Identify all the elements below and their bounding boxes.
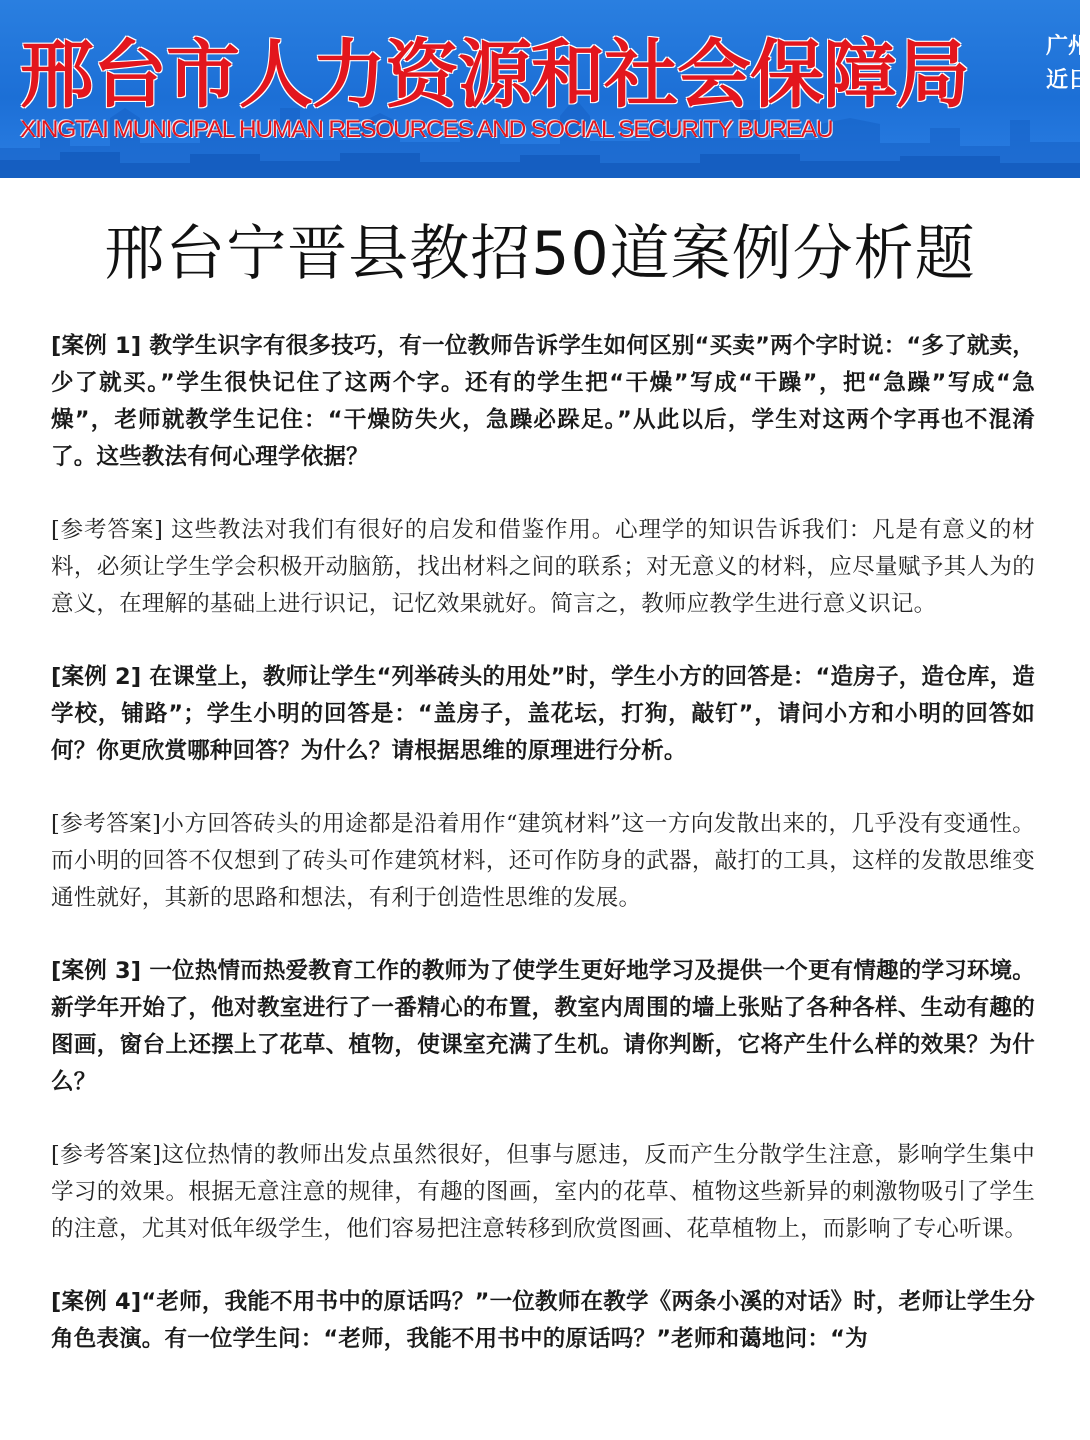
case-2-answer-label: [参考答案] <box>51 811 162 837</box>
banner-side-text <box>1046 30 1090 98</box>
case-3-question <box>51 953 1035 1101</box>
case-2-answer <box>51 806 1035 917</box>
banner-side-line-2: 近日 <box>1046 68 1090 93</box>
case-4-question <box>51 1284 1035 1358</box>
case-1-question-text: 教学生识字有很多技巧，有一位教师告诉学生如何区别“买卖”两个字时说：“多了就卖，少了就买。”学生很快记住了这两个字。还有的学生把“干燥”写成“干躁”，把“急躁”写成“急燥”，老师就教学生记住：“干燥防失火，急躁必跺足。”从此以后，学生对这两个字再也不混淆了。这些教法有何心理学依据？ <box>51 333 1035 470</box>
case-3-answer <box>51 1137 1035 1248</box>
case-1-answer-label: [参考答案] <box>51 517 164 543</box>
case-2-label: [案例 2] <box>51 664 142 690</box>
bureau-name-english: XINGTAI MUNICIPAL HUMAN RESOURCES AND SOCIAL SECURITY BUREAU <box>20 116 833 143</box>
case-3-answer-text: 这位热情的教师出发点虽然很好，但事与愿违，反而产生分散学生注意，影响学生集中学习的效果。根据无意注意的规律，有趣的图画，室内的花草、植物这些新异的刺激物吸引了学生的注意，尤其对低年级学生，他们容易把注意转移到欣赏图画、花草植物上，而影响了专心听课。 <box>51 1142 1035 1242</box>
banner-side-line-1: 广州 <box>1046 34 1090 59</box>
case-2-question-text: 在课堂上，教师让学生“列举砖头的用处”时，学生小方的回答是：“造房子，造仓库，造学校，铺路”；学生小明的回答是：“盖房子，盖花坛，打狗，敲钉”，请问小方和小明的回答如何？你更欣赏哪种回答？为什么？请根据思维的原理进行分析。 <box>51 664 1035 764</box>
case-2-answer-text: 小方回答砖头的用途都是沿着用作“建筑材料”这一方向发散出来的，几乎没有变通性。而小明的回答不仅想到了砖头可作建筑材料，还可作防身的武器，敲打的工具，这样的发散思维变通性就好，其新的思路和想法，有利于创造性思维的发展。 <box>51 811 1035 911</box>
case-1-answer-text: 这些教法对我们有很好的启发和借鉴作用。心理学的知识告诉我们：凡是有意义的材料，必须让学生学会积极开动脑筋，找出材料之间的联系；对无意义的材料，应尽量赋予其人为的意义，在理解的基础上进行识记，记忆效果就好。简言之，教师应教学生进行意义识记。 <box>51 517 1035 617</box>
case-1-question <box>51 328 1035 476</box>
bureau-name: 邢台市人力资源和社会保障局 <box>20 32 969 118</box>
case-3-label: [案例 3] <box>51 958 142 984</box>
case-1-label: [案例 1] <box>51 333 142 359</box>
case-1-answer <box>51 512 1035 623</box>
document-title: 邢台宁晋县教招50道案例分析题 <box>104 219 976 289</box>
case-3-answer-label: [参考答案] <box>51 1142 162 1168</box>
case-4-label: [案例 4] <box>51 1289 142 1315</box>
case-3-question-text: 一位热情而热爱教育工作的教师为了使学生更好地学习及提供一个更有情趣的学习环境。新学年开始了，他对教室进行了一番精心的布置，教室内周围的墙上张贴了各种各样、生动有趣的图画，窗台上还摆上了花草、植物，使课室充满了生机。请你判断，它将产生什么样的效果？为什么？ <box>51 958 1035 1095</box>
header-banner <box>0 0 1090 178</box>
case-list <box>51 328 1035 1358</box>
case-4-question-text: “老师，我能不用书中的原话吗？”一位教师在教学《两条小溪的对话》时，老师让学生分角色表演。有一位学生问：“老师，我能不用书中的原话吗？”老师和蔼地问：“为 <box>51 1289 1036 1352</box>
case-2-question <box>51 659 1035 770</box>
